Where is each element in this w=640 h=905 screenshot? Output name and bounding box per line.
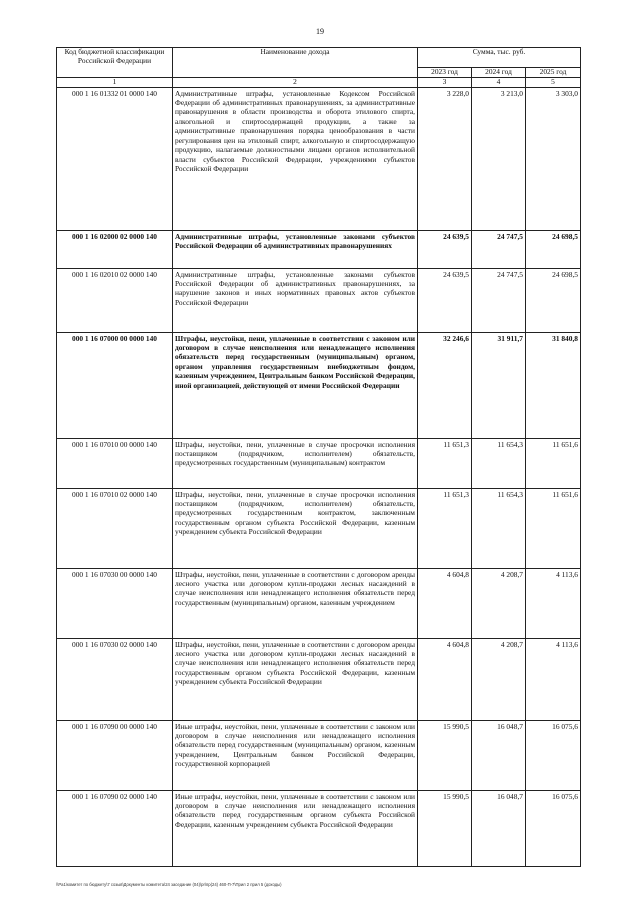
row-value-2024: 31 911,7 bbox=[472, 332, 526, 438]
table-row bbox=[57, 568, 581, 638]
header-name: Наименование дохода bbox=[173, 48, 418, 78]
row-code: 000 1 16 07000 00 0000 140 bbox=[57, 332, 173, 438]
col-number-4: 4 bbox=[472, 78, 526, 88]
row-name: Штрафы, неустойки, пени, уплаченные в случае просрочки исполнения поставщиком (подрядчиком, исполнителем) обязательств, предусмотренных государственным контрактом, заключенным государственным органом субъекта Российской Федерации, казенным учреждением субъекта Российской Федерации bbox=[173, 488, 418, 568]
row-value-2024: 16 048,7 bbox=[472, 790, 526, 866]
row-value-2024: 16 048,7 bbox=[472, 720, 526, 790]
row-name: Штрафы, неустойки, пени, уплаченные в соответствии с договором аренды лесного участка или договором купли-продажи лесных насаждений в случае неисполнения или ненадлежащего исполнения обязательств перед государственным (муниципальным) органом, казенным учреждением bbox=[173, 568, 418, 638]
row-name: Иные штрафы, неустойки, пени, уплаченные в соответствии с законом или договором в случае неисполнения или ненадлежащего исполнения обязательств перед государственным органом субъекта Российской Федерации, казенным учреждением субъекта Российской Федерации bbox=[173, 790, 418, 866]
row-value-2025: 4 113,6 bbox=[526, 568, 581, 638]
footer-file-path: \\Pa1\комитет по бюджету\7 созыв\Документы комитета\24 заседание (04)\pr\пр(24) 460-П-7\Прил 2 прил 5 (доходы) bbox=[56, 882, 282, 887]
row-value-2025: 24 698,5 bbox=[526, 230, 581, 268]
row-value-2025: 24 698,5 bbox=[526, 268, 581, 332]
row-code: 000 1 16 02000 02 0000 140 bbox=[57, 230, 173, 268]
row-value-2023: 24 639,5 bbox=[418, 268, 472, 332]
header-year-2024: 2024 год bbox=[472, 68, 526, 78]
row-code: 000 1 16 07030 02 0000 140 bbox=[57, 638, 173, 720]
row-value-2023: 24 639,5 bbox=[418, 230, 472, 268]
table-row bbox=[57, 488, 581, 568]
row-code: 000 1 16 07030 00 0000 140 bbox=[57, 568, 173, 638]
header-code: Код бюджетной классификации Российской Федерации bbox=[57, 48, 173, 78]
row-value-2023: 4 604,8 bbox=[418, 568, 472, 638]
row-value-2023: 32 246,6 bbox=[418, 332, 472, 438]
col-number-1: 1 bbox=[57, 78, 173, 88]
row-value-2023: 11 651,3 bbox=[418, 488, 472, 568]
row-value-2023: 3 228,0 bbox=[418, 87, 472, 230]
row-value-2024: 11 654,3 bbox=[472, 488, 526, 568]
row-code: 000 1 16 07090 00 0000 140 bbox=[57, 720, 173, 790]
row-value-2023: 15 990,5 bbox=[418, 720, 472, 790]
row-value-2023: 11 651,3 bbox=[418, 438, 472, 488]
row-value-2025: 3 303,0 bbox=[526, 87, 581, 230]
table-row bbox=[57, 790, 581, 866]
row-value-2025: 31 840,8 bbox=[526, 332, 581, 438]
row-value-2024: 24 747,5 bbox=[472, 268, 526, 332]
header-year-2023: 2023 год bbox=[418, 68, 472, 78]
col-number-5: 5 bbox=[526, 78, 581, 88]
row-name: Штрафы, неустойки, пени, уплаченные в случае просрочки исполнения поставщиком (подрядчиком, исполнителем) обязательств, предусмотренных государственным (муниципальным) контрактом bbox=[173, 438, 418, 488]
row-value-2024: 4 208,7 bbox=[472, 638, 526, 720]
row-value-2025: 11 651,6 bbox=[526, 488, 581, 568]
col-number-3: 3 bbox=[418, 78, 472, 88]
row-value-2024: 11 654,3 bbox=[472, 438, 526, 488]
row-name: Иные штрафы, неустойки, пени, уплаченные в соответствии с законом или договором в случае неисполнения или ненадлежащего исполнения обязательств перед государственным (муниципальным) органом, казенным учреждением, Центральным банком Российской Федерации, государственной корпорацией bbox=[173, 720, 418, 790]
row-code: 000 1 16 07010 02 0000 140 bbox=[57, 488, 173, 568]
revenue-table bbox=[56, 47, 581, 867]
row-code: 000 1 16 07010 00 0000 140 bbox=[57, 438, 173, 488]
table-row bbox=[57, 720, 581, 790]
row-value-2023: 4 604,8 bbox=[418, 638, 472, 720]
row-code: 000 1 16 02010 02 0000 140 bbox=[57, 268, 173, 332]
table-row bbox=[57, 638, 581, 720]
row-name: Штрафы, неустойки, пени, уплаченные в соответствии с договором аренды лесного участка или договором купли-продажи лесных насаждений в случае неисполнения или ненадлежащего исполнения обязательств перед государственным органом субъекта Российской Федерации, казенным учреждением субъекта Российской Федерации bbox=[173, 638, 418, 720]
row-value-2023: 15 990,5 bbox=[418, 790, 472, 866]
row-value-2024: 4 208,7 bbox=[472, 568, 526, 638]
table-row bbox=[57, 332, 581, 438]
table-row bbox=[57, 438, 581, 488]
table-row bbox=[57, 230, 581, 268]
table-row bbox=[57, 87, 581, 230]
table-row bbox=[57, 268, 581, 332]
row-name: Административные штрафы, установленные законами субъектов Российской Федерации об административных правонарушениях, за нарушение законов и иных нормативных правовых актов субъектов Российской Федерации bbox=[173, 268, 418, 332]
row-name: Административные штрафы, установленные законами субъектов Российской Федерации об административных правонарушениях bbox=[173, 230, 418, 268]
row-name: Штрафы, неустойки, пени, уплаченные в соответствии с законом или договором в случае неисполнения или ненадлежащего исполнения обязательств перед государственным (муниципальным) органом, органом управления государственным внебюджетным фондом, казенным учреждением, Центральным банком Российской Федерации, иной организацией, действующей от имени Российской Федерации bbox=[173, 332, 418, 438]
row-value-2024: 3 213,0 bbox=[472, 87, 526, 230]
row-value-2025: 11 651,6 bbox=[526, 438, 581, 488]
row-value-2025: 16 075,6 bbox=[526, 720, 581, 790]
row-code: 000 1 16 01332 01 0000 140 bbox=[57, 87, 173, 230]
col-number-2: 2 bbox=[173, 78, 418, 88]
header-year-2025: 2025 год bbox=[526, 68, 581, 78]
row-value-2024: 24 747,5 bbox=[472, 230, 526, 268]
page-number: 19 bbox=[316, 27, 324, 36]
row-value-2025: 4 113,6 bbox=[526, 638, 581, 720]
row-code: 000 1 16 07090 02 0000 140 bbox=[57, 790, 173, 866]
header-sum-group: Сумма, тыс. руб. bbox=[418, 48, 581, 68]
row-name: Административные штрафы, установленные Кодексом Российской Федерации об административных правонарушениях, за административные правонарушения в области производства и оборота этилового спирта, алкогольной и спиртосодержащей продукции, а также за административные правонарушения порядка ценообразования в части регулирования цен на этиловый спирт, алкогольную и спиртосодержащую продукцию, налагаемые должностными лицами органов исполнительной власти субъектов Российской Федерации, учреждениями субъектов Российской Федерации bbox=[173, 87, 418, 230]
row-value-2025: 16 075,6 bbox=[526, 790, 581, 866]
